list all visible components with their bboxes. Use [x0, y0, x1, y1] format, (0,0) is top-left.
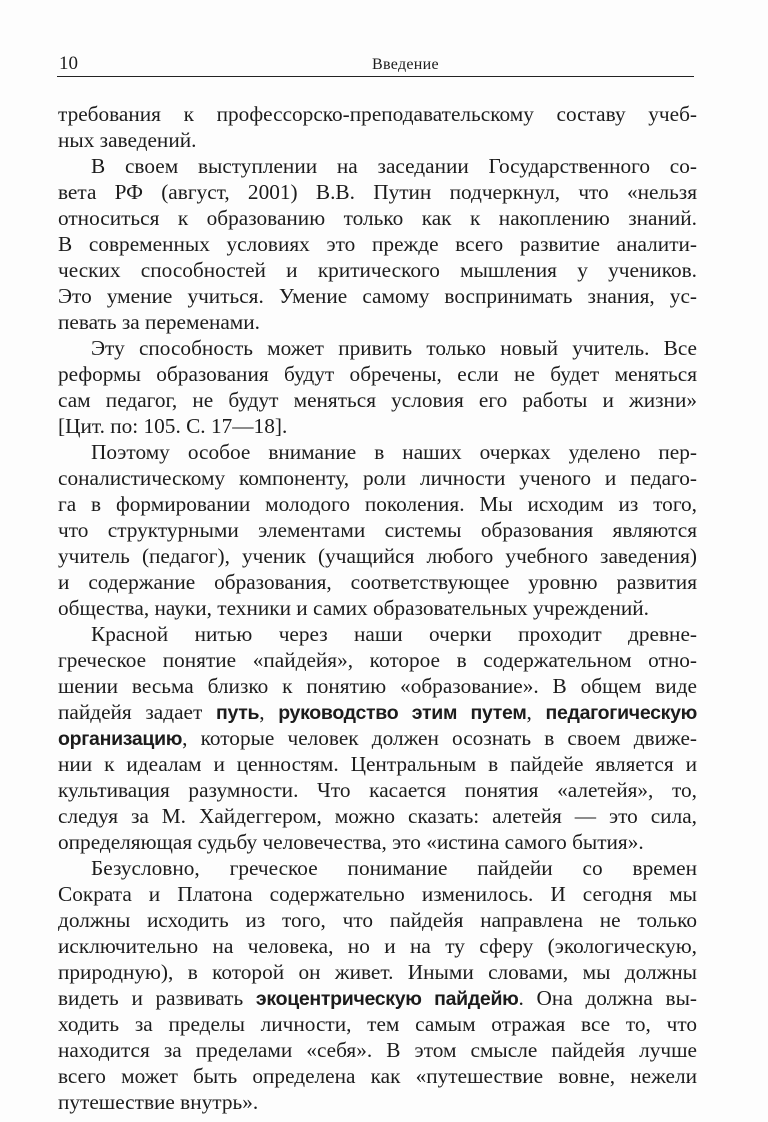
- bold-term-organization: организацию: [58, 728, 183, 750]
- text-line: сам педагог, не будут меняться условия его работы и жизни»: [58, 388, 697, 412]
- text-line: всего может быть определена как «путешествие вовне, нежели: [58, 1064, 697, 1088]
- text-line: учитель (педагог), ученик (учащийся любого учебного заведения): [58, 544, 697, 568]
- text-run: ,: [259, 700, 279, 724]
- text-line: что структурными элементами системы образования являются: [58, 518, 697, 542]
- text-line: Эту способность может привить только новый учитель. Все: [91, 336, 697, 360]
- text-line-with-bold: [58, 699, 697, 725]
- text-line: В современных условиях это прежде всего развитие аналити-: [58, 232, 697, 256]
- text-line: должны исходить из того, что пайдейя направлена не только: [58, 908, 697, 932]
- text-line: нии к идеалам и ценностям. Центральным в пайдейе является и: [58, 752, 697, 776]
- text-line: греческое понятие «пайдейя», которое в содержательном отно-: [58, 648, 697, 672]
- text-line: ных заведений.: [58, 128, 197, 152]
- text-line: путешествие внутрь».: [58, 1090, 259, 1114]
- bold-term-path: путь: [215, 702, 260, 724]
- text-run: пайдейя задает: [58, 700, 216, 724]
- text-line: относиться к образованию только как к накоплению знаний.: [58, 206, 697, 230]
- section-title: Введение: [372, 56, 439, 73]
- text-run: видеть и развивать: [58, 986, 256, 1010]
- text-line: В своем выступлении на заседании Государственного со-: [91, 154, 697, 178]
- body-text: [58, 101, 697, 1115]
- text-line: соналистическому компоненту, роли личности ученого и педаго-: [58, 466, 697, 490]
- text-line: находится за пределами «себя». В этом смысле пайдейя лучше: [58, 1038, 697, 1062]
- bold-term-guidance: руководство этим путем: [278, 702, 527, 724]
- text-line: ходить за пределы личности, тем самым отражая все то, что: [58, 1012, 697, 1036]
- text-line: [Цит. по: 105. С. 17—18].: [58, 414, 288, 438]
- text-line: следуя за М. Хайдеггером, можно сказать: алетейя — это сила,: [58, 804, 697, 828]
- text-line: Это умение учиться. Умение самому воспринимать знания, ус-: [58, 284, 697, 308]
- text-line: общества, науки, техники и самих образовательных учреждений.: [58, 596, 649, 620]
- text-line: исключительно на человека, но и на ту сферу (экологическую,: [58, 934, 697, 958]
- bold-term-ecocentric: экоцентрическую пайдейю: [255, 988, 519, 1010]
- text-line: ческих способностей и критического мышления у учеников.: [58, 258, 697, 282]
- text-line: Безусловно, греческое понимание пайдейи со времен: [91, 856, 697, 880]
- text-line: реформы образования будут обречены, если не будет меняться: [58, 362, 697, 386]
- running-head: [57, 48, 694, 77]
- text-line: определяющая судьбу человечества, это «истина самого бытия».: [58, 830, 644, 854]
- text-run: , которые человек должен осознать в своем движе-: [182, 726, 697, 750]
- text-line: культивация разумности. Что касается понятия «алетейя», то,: [58, 778, 697, 802]
- text-line: певать за переменами.: [58, 310, 260, 334]
- text-line: Красной нитью через наши очерки проходит древне-: [91, 622, 697, 646]
- bold-term-pedagogical: педагогическую: [545, 702, 698, 724]
- text-run: ,: [526, 700, 546, 724]
- page-number: 10: [59, 53, 78, 74]
- text-line-with-bold: [58, 725, 697, 751]
- text-line: га в формировании молодого поколения. Мы исходим из того,: [58, 492, 697, 516]
- text-line-with-bold: [58, 985, 697, 1011]
- text-line: природную), в которой он живет. Иными словами, мы должны: [58, 960, 697, 984]
- text-line: Сократа и Платона содержательно изменилось. И сегодня мы: [58, 882, 697, 906]
- text-line: требования к профессорско-преподавательскому составу учеб-: [58, 102, 697, 126]
- text-run: . Она должна вы-: [518, 986, 698, 1010]
- text-line: вета РФ (август, 2001) В.В. Путин подчеркнул, что «нельзя: [58, 180, 697, 204]
- text-line: и содержание образования, соответствующее уровню развития: [58, 570, 697, 594]
- text-line: шении весьма близко к понятию «образование». В общем виде: [58, 674, 697, 698]
- text-line: Поэтому особое внимание в наших очерках уделено пер-: [91, 440, 697, 464]
